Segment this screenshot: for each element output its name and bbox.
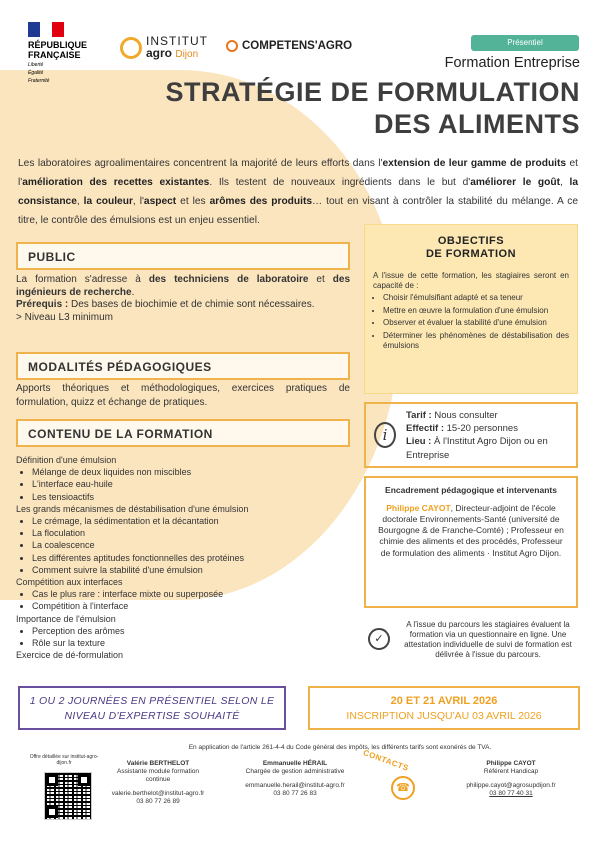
contacts-label: CONTACTS (361, 748, 410, 773)
page-title (100, 76, 580, 140)
parcours-text: A l'issue du parcours les stagiaires évaluent la formation via un questionnaire en ligne. Une attestation individuelle de suivi de formation est délivrée à l'issue du parcours. (404, 620, 572, 659)
republique-francaise-logo (28, 22, 108, 84)
contenu-group-title: Définition d'une émulsion (16, 455, 117, 465)
list-item: • Mettre en œuvre la formulation d'une émulsion (383, 306, 569, 317)
modalites-text: Apports théoriques et méthodologiques, exercices pratiques de formulation, quizz et échange de pratiques. (16, 383, 350, 408)
lieu-line: Lieu : À l'Institut Agro Dijon ou en Entreprise (406, 436, 548, 461)
objectifs-intro: A l'issue de cette formation, les stagiaires seront en capacité de : (373, 271, 569, 290)
email-link[interactable]: valerie.berthelot@institut-agro.fr (111, 790, 205, 797)
contenu-group-title: Exercice de dé-formulation (16, 650, 124, 661)
objectifs-box (364, 224, 578, 394)
list-item: • Compétition à l'interface (32, 600, 350, 612)
objectifs-list (365, 293, 577, 352)
contenu-group-title: Les grands mécanismes de déstabilisation d'une émulsion (16, 503, 249, 514)
info-box (364, 402, 578, 468)
objectifs-heading: OBJECTIFS DE FORMATION (425, 235, 517, 260)
email-link[interactable]: philippe.cayot@agrosupdijon.fr (466, 782, 556, 789)
rf-motto2: Égalité (28, 70, 44, 76)
list-item: • L'interface eau-huile (32, 478, 350, 490)
competens-text: COMPETENS'AGRO (242, 40, 353, 52)
rf-line2: FRANÇAISE (28, 50, 81, 60)
list-item: • Cas le plus rare : interface mixte ou superposée (32, 588, 350, 600)
french-flag-icon (28, 22, 64, 37)
agro-line1: INSTITUT (146, 34, 208, 48)
encadrement-heading: Encadrement pédagogique et intervenants (385, 485, 557, 495)
phone-icon: ☎ (391, 776, 415, 800)
contenu-group-list (16, 515, 350, 576)
modalites-heading: MODALITÉS PÉDAGOGIQUES (16, 352, 350, 380)
list-item: • Choisir l'émulsifiant adapté et sa teneur (383, 293, 569, 304)
list-item: • Rôle sur la texture (32, 637, 350, 649)
list-item: • Observer et évaluer la stabilité d'une émulsion (383, 318, 569, 329)
contenu-list (16, 454, 350, 661)
list-item: • Comment suivre la stabilité d'une émulsion (32, 564, 350, 576)
encadrement-text: Philippe CAYOT, Directeur-adjoint de l'école doctorale Environnements-Santé (université de Bourgogne & de Franche-Comté) ; Professeur en chimie des aliments et des procédés, Professeur de formulation des aliments · Institut Agro Dijon. (378, 502, 564, 558)
contenu-group-title: Compétition aux interfaces (16, 577, 123, 588)
competens-icon (226, 40, 238, 52)
contenu-group-title: Importance de l'émulsion (16, 613, 116, 624)
effectif-line: Effectif : 15-20 personnes (406, 423, 518, 435)
subtitle: Formation Entreprise (444, 55, 580, 71)
list-item: • Les différentes aptitudes fonctionnelles des protéines (32, 552, 350, 564)
checklist-icon: ✓ (368, 628, 390, 650)
contact-berthelot: Valérie BERTHELOT Assistante module formation continue valerie.berthelot@institut-agro.fr 03 80 77 26 89 (111, 760, 205, 805)
agro-circle-icon (120, 37, 142, 59)
qr-code-icon[interactable] (44, 772, 92, 820)
list-item: • Les tensioactifs (32, 491, 350, 503)
list-item: • Perception des arômes (32, 625, 350, 637)
list-item: • Déterminer les phénomènes de déstabilisation des émulsions (383, 331, 569, 352)
format-badge: Présentiel (471, 35, 579, 51)
institut-agro-logo (120, 35, 208, 61)
encadrement-box (364, 476, 578, 608)
contenu-group-list (16, 625, 350, 649)
contenu-group-list (16, 466, 350, 503)
contenu-heading: CONTENU DE LA FORMATION (16, 419, 350, 447)
list-item: • Le crémage, la sédimentation et la décantation (32, 515, 350, 527)
rf-motto1: Liberté (28, 62, 44, 68)
contact-herail: Emmanuelle HÉRAIL Chargée de gestion administrative emmanuelle.herail@institut-agro.fr 03 80 77 26 83 (240, 760, 350, 798)
qr-caption: Offre détaillée sur institut-agro-dijon.fr (29, 754, 99, 766)
title-line1: STRATÉGIE DE FORMULATION (165, 77, 580, 107)
list-item: • La floculation (32, 527, 350, 539)
competens-agro-logo (226, 40, 352, 52)
legal-text: En application de l'article 261-4-4 du Code général des impôts, les différents tarifs sont exonérés de TVA. (188, 744, 492, 751)
rf-line1: RÉPUBLIQUE (28, 40, 88, 50)
info-icon: i (374, 422, 396, 448)
title-line2: DES ALIMENTS (373, 109, 580, 139)
duree-box: 1 OU 2 JOURNÉES EN PRÉSENTIEL SELON LE NIVEAU D'EXPERTISE SOUHAITÉ (18, 686, 286, 730)
contenu-group-list (16, 588, 350, 612)
tarif-line: Tarif : Nous consulter (406, 410, 498, 421)
contact-cayot: Philippe CAYOT Référent Handicap philippe.cayot@agrosupdijon.fr 03 80 77 40 31 (448, 760, 574, 798)
intro-paragraph: Les laboratoires agroalimentaires concentrent la majorité de leurs efforts dans l'extension de leur gamme de produits et l'amélioration des recettes existantes. Ils testent de nouveaux ingrédients dans le but d'améliorer le goût, la consistance, la couleur, l'aspect et les arômes des produits… tout en visant à contrôler la stabilité du mélange. A ce titre, le contrôle des émulsions est un enjeu essentiel. (18, 158, 579, 226)
rf-motto3: Fraternité (28, 78, 50, 84)
dates-box: 20 ET 21 AVRIL 2026 INSCRIPTION JUSQU'AU 03 AVRIL 2026 (308, 686, 580, 730)
agro-line2: agro (146, 46, 173, 60)
public-heading: PUBLIC (16, 242, 350, 270)
agro-city: Dijon (175, 49, 199, 60)
public-text: La formation s'adresse à des techniciens de laboratoire et des ingénieurs de recherche. Prérequis : Des bases de biochimie et de chimie sont nécessaires. > Niveau L3 minimum (16, 274, 351, 323)
list-item: • Mélange de deux liquides non miscibles (32, 466, 350, 478)
email-link[interactable]: emmanuelle.herail@institut-agro.fr (245, 782, 345, 789)
list-item: • La coalescence (32, 539, 350, 551)
